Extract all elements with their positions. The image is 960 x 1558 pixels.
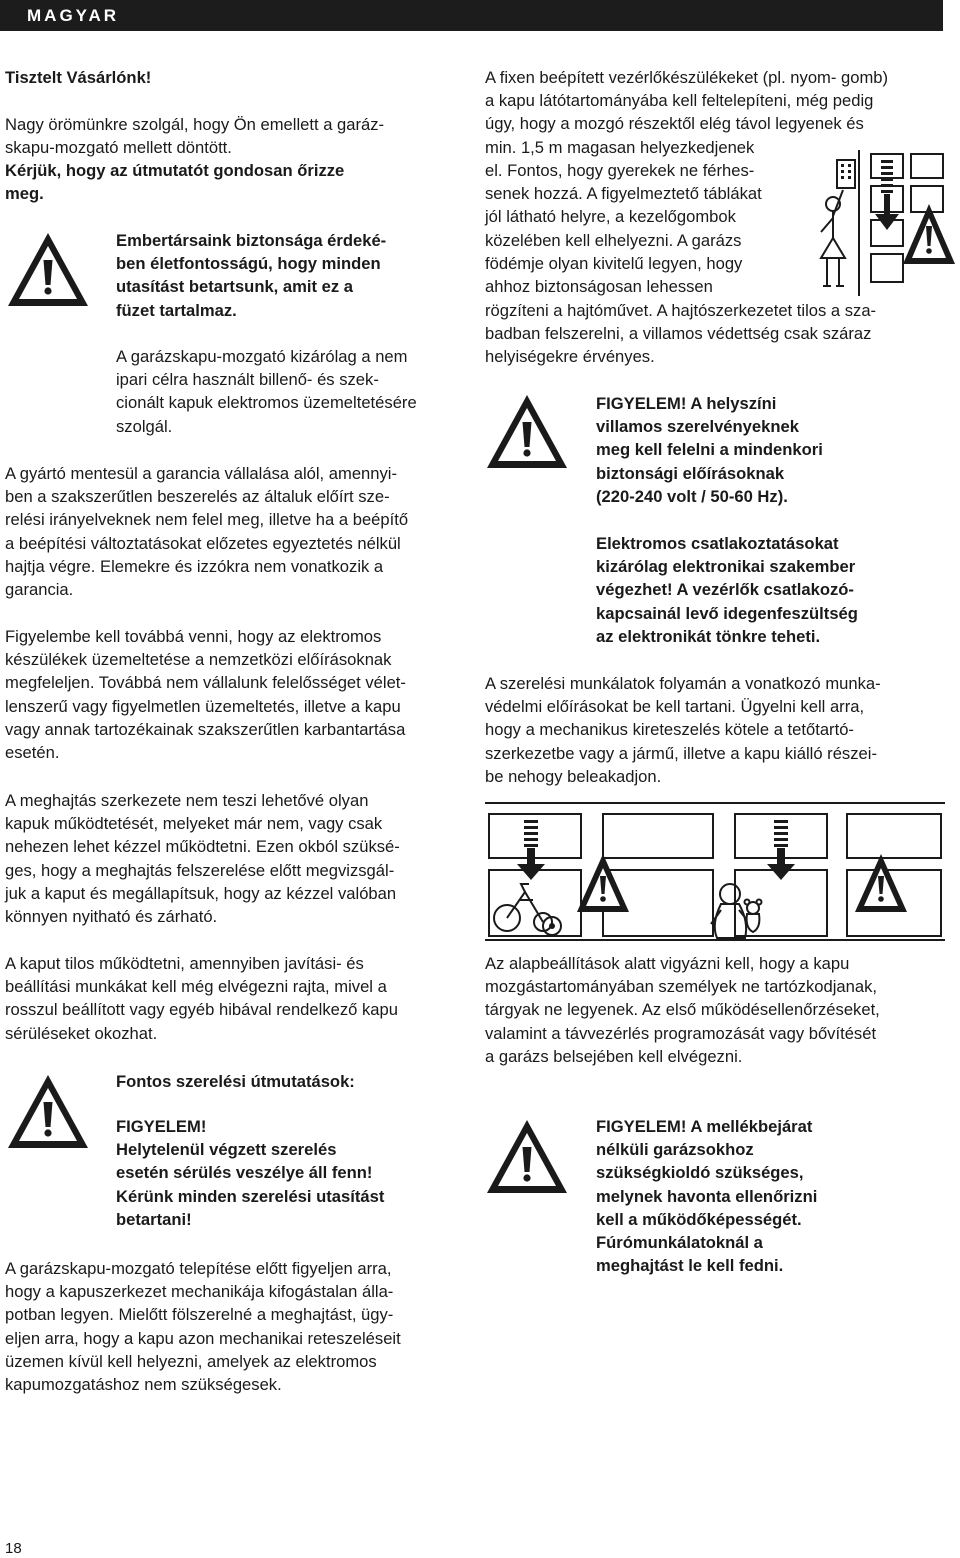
work-area-paragraph: A szerelési munkálatok folyamán a vonatkozó munka- védelmi előírásokat be kell tartani. Ügyelni kell arra, hogy a mechanikus kireteszelés kötele a tetőtartó- szerkezetbe vagy a jármű, illetve a kapu kiálló részei- be nehogy beleakadjon. [485,674,881,786]
before-install-paragraph: A garázskapu-mozgató telepítése előtt figyeljen arra, hogy a kapuszerkezet mechanikája kifogástalan álla- potban legyen. Mielőtt fölszerelné a meghajtást, ügy- eljen arra, hogy a kapu azon mechanikai reteszeléseit üzemen kívül kell helyezni, amelyek az elektromos kapumozgatáshoz nem szükségesek. [5,1259,401,1395]
repair-paragraph: A kaput tilos működtetni, amennyiben javítási- és beállítási munkákat kell még elvégezni rajta, mivel a rosszul beállított vagy egyéb hibával rendelkező kapu sérüléseket okozhat. [5,954,398,1043]
language-label: MAGYAR [27,6,119,25]
install-title: Fontos szerelési útmutatások: [116,1072,355,1091]
keep-manual-notice: Kérjük, hogy az útmutatót gondosan őrizze meg. [5,161,345,204]
electrician-warning: Elektromos csatlakoztatásokat kizárólag elektronikai szakember végezhet! A vezérlők csatlakozó- kapcsainál levő idegenfeszültség az elektronikát tönkre teheti. [596,534,858,646]
install-warning: FIGYELEM! Helytelenül végzett szerelés esetén sérülés veszélye áll fenn! Kérünk minden szerelési utasítást betartani! [116,1117,385,1229]
warning-triangle-icon [5,1072,91,1152]
child-at-control-panel-illustration [803,146,955,298]
door-area-hazard-illustration [485,800,945,945]
basic-settings-paragraph: Az alapbeállítások alatt vigyázni kell, hogy a kapu mozgástartományában személyek ne tartózkodjanak, tárgyak ne legyenek. Az első működésellenőrzéseket, valamint a távvezérlés programozását vagy bővítését a garázs belsejében kell elvégezni. [485,954,880,1066]
structure-paragraph: A meghajtás szerkezete nem teszi lehetővé olyan kapuk működtetését, melyeket már nem, vagy csak nehezen lehet kézzel működtetni. Ezen okból szüksé- ges, hogy a meghajtás felszerelése előtt megvizsgál- juk a kaput és megállapítsuk, hogy az kézzel valóban könnyen nyitható és zárható. [5,791,400,927]
page-number: 18 [5,1540,22,1557]
language-header [0,0,943,31]
regulations-paragraph: Figyelembe kell továbbá venni, hogy az elektromos készülékek üzemeltetése a nemzetközi előírásoknak megfeleljen. Továbbá nem vállalunk felelősséget vélet- lenszerű vagy figyelmetlen üzemeltetés, illetve a kapu vagy annak tartozékainak szakszerűtlen karbantartása esetén. [5,627,406,763]
greeting: Tisztelt Vásárlónk! [5,68,152,87]
controls-paragraph-top: A fixen beépített vezérlőkészülékeket (pl. nyom- gomb) a kapu látótartományába kell feltelepíteni, még pedig úgy, hogy a mozgó részektől elég távol legyenek és min. 1,5 m magasan helyezkedjenek [485,68,889,157]
warning-triangle-icon [484,392,570,472]
warning-triangle-icon [5,230,91,310]
electric-warning: FIGYELEM! A helyszíni villamos szerelvényeknek meg kell felelni a mindenkori biztonsági előírásoknak (220-240 volt / 50-60 Hz). [596,394,823,506]
controls-paragraph-bottom: rögzíteni a hajtóművet. A hajtószerkezetet tilos a sza- badban felszerelni, a villamos védettség csak száraz helyiségekre érvényes. [485,301,877,367]
purpose-paragraph: A garázskapu-mozgató kizárólag a nem ipari célra használt billenő- és szek- cionált kapuk elektromos üzemeltetésére szolgál. [116,347,417,436]
warning-triangle-icon [484,1117,570,1197]
safety-notice: Embertársaink biztonsága érdeké- ben életfontosságú, hogy minden utasítást betartsunk, amit ez a füzet tartalmaz. [116,231,387,320]
intro-paragraph: Nagy örömünkre szolgál, hogy Ön emellett a garáz- skapu-mozgató mellett döntött. [5,115,385,158]
warranty-paragraph: A gyártó mentesül a garancia vállalása alól, amennyi- ben a szakszerűtlen beszerelés az általuk előírt sze- relési irányelveknek nem felel meg, illetve ha a beépítő a beépítési változtatásokat előzetes egyeztetés nélkül hajtja végre. Elemekre és izzókra nem vonatkozik a garancia. [5,464,409,600]
side-entrance-warning: FIGYELEM! A mellékbejárat nélküli garázsokhoz szükségkioldó szükséges, melynek havonta ellenőrizni kell a működőképességét. Fúrómunkálatoknál a meghajtást le kell fedni. [596,1117,818,1276]
controls-paragraph-middle: el. Fontos, hogy gyerekek ne férhes- senek hozzá. A figyelmeztető táblákat jól látható helyre, a kezelőgombok közelében kell elhelyezni. A garázs födémje olyan kivitelű legyen, hogy ahhoz biztonságosan lehessen [485,161,762,297]
